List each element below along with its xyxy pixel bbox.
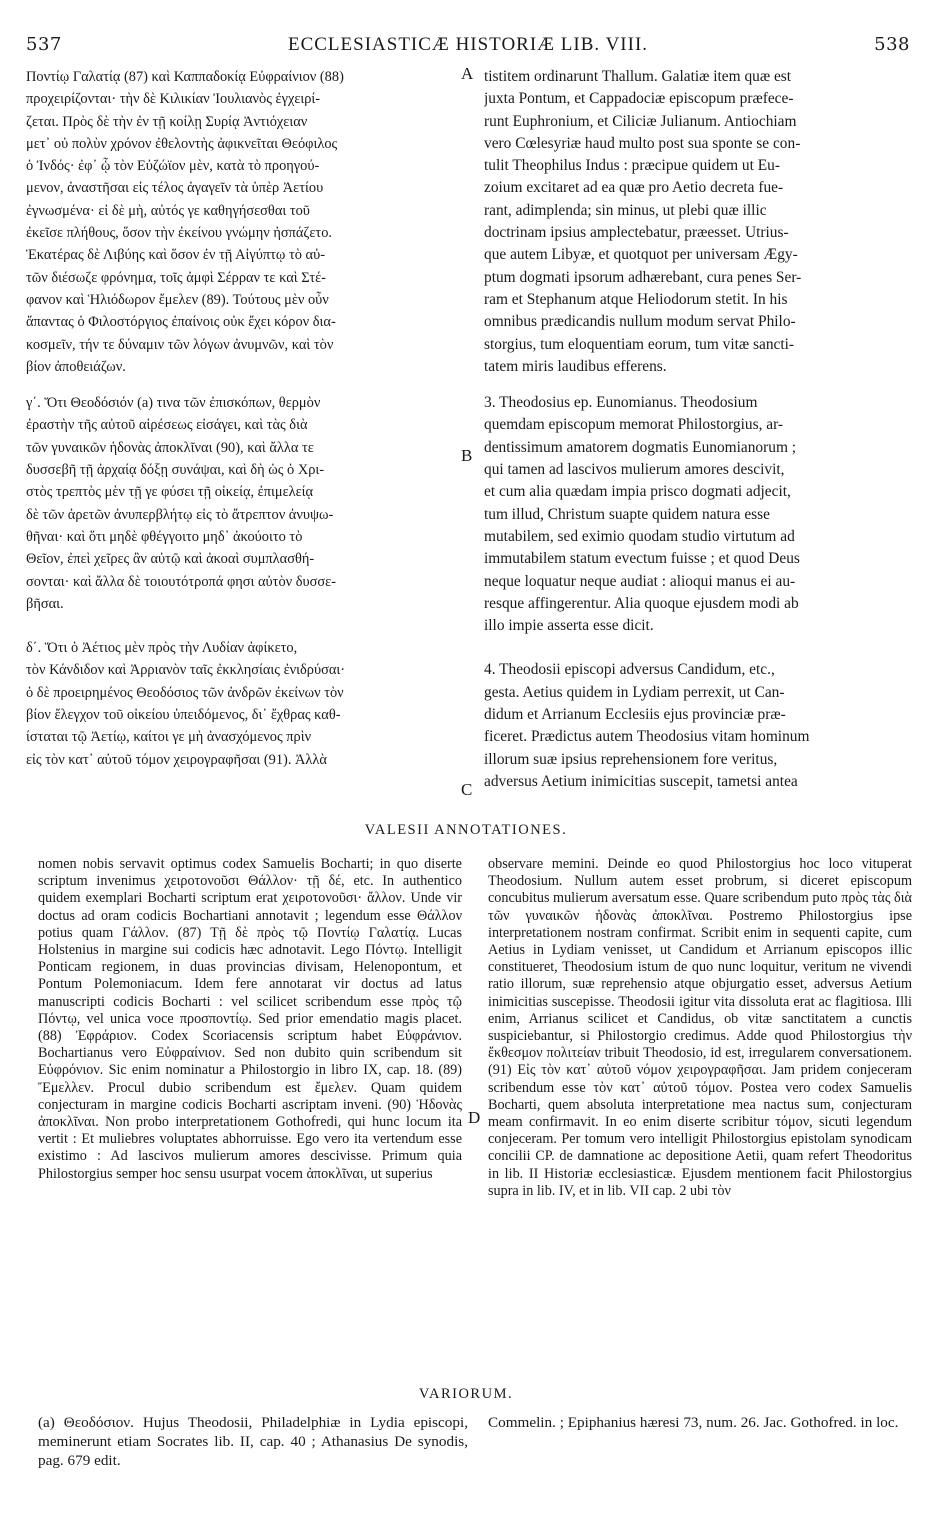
text-line: mutabilem, sed eximio quodam studio virtutum ad bbox=[484, 527, 795, 545]
margin-marker-c: C bbox=[461, 780, 473, 799]
page-number-right: 538 bbox=[874, 34, 910, 55]
text-line: τῶν γυναικῶν ἡδονὰς ἀποκλῖναι (90), καὶ ἄλλα τε bbox=[26, 439, 314, 456]
page-number-left: 537 bbox=[26, 34, 62, 55]
text-line: rant, adimplenda; sin minus, ut plebi quæ illic bbox=[484, 201, 767, 219]
text-line: tum illud, Christum suapte quidem natura esse bbox=[484, 505, 770, 523]
variorum-right-text: Commelin. ; Epiphanius hæresi 73, num. 26. Jac. Gothofred. in loc. bbox=[488, 1414, 899, 1431]
variorum-right-column bbox=[488, 1414, 912, 1433]
variorum-left-text: (a) Θεοδόσιον. Hujus Theodosii, Philadelphiæ in Lydia episcopi, meminerunt etiam Socrates lib. II, cap. 40 ; Athanasius De synodis, pag. 679 edit. bbox=[38, 1414, 468, 1469]
text-line: μενον, ἀναστῆσαι εἰς τέλος ἀγαγεῖν τὰ ὑπὲρ Ἀετίου bbox=[26, 180, 324, 197]
text-line: βίον ἀποθειάζων. bbox=[26, 358, 126, 375]
text-line: tatem miris laudibus efferens. bbox=[484, 357, 667, 375]
text-line: storgius, tum eloquentiam eorum, tum vitæ sancti- bbox=[484, 335, 795, 353]
text-line: adversus Aetium inimicitias suscepit, tametsi antea bbox=[484, 772, 798, 790]
section-heading-variorum: VARIORUM. bbox=[418, 1386, 514, 1402]
text-line: ὁ Ἰνδός· ἐφ᾽ ᾧ τὸν Εὐζώϊον μὲν, κατὰ τὸ προηγού- bbox=[26, 158, 320, 175]
latin-text-column bbox=[484, 66, 908, 793]
text-line: ptum dogmati ipsorum adhærebant, cura penes Ser- bbox=[484, 268, 802, 286]
text-line: vero Cœlesyriæ haud multo post sua sponte se con- bbox=[484, 134, 801, 152]
text-line: 3. Theodosius ep. Eunomianus. Theodosium bbox=[484, 394, 758, 412]
text-line: didum et Arrianum Ecclesiis ejus provinciæ præ- bbox=[484, 706, 786, 724]
text-line: neque loquatur neque audiat : alioqui manus ei au- bbox=[484, 572, 796, 590]
text-line: θῆναι· καὶ ὅτι μηδὲ φθέγγοιτο μηδ᾽ ἀκούοιτο τὸ bbox=[26, 528, 303, 545]
text-line: Ποντίῳ Γαλατίᾳ (87) καὶ Καππαδοκίᾳ Εὐφραίνιον (88) bbox=[26, 69, 344, 85]
text-line: προχειρίζονται· τὴν δὲ Κιλικίαν Ἰουλιανὸς ἐγχειρί- bbox=[26, 91, 321, 108]
text-line: ζεται. Πρὸς δὲ τὴν ἐν τῇ κοίλῃ Συρίᾳ Ἀντιόχειαν bbox=[26, 113, 308, 130]
text-line: 4. Theodosii episcopi adversus Candidum, etc., bbox=[484, 661, 775, 679]
text-line: στὸς τρεπτὸς μὲν τῇ γε φύσει τῇ οἰκείᾳ, ἐπιμελείᾳ bbox=[26, 484, 314, 501]
text-line: doctrinam ipsius amplectebatur, præesset. Utrius- bbox=[484, 224, 789, 242]
text-line: εἰς τὸν κατ᾽ αὐτοῦ τόμον χειρογραφῆσαι (91). Ἀλλὰ bbox=[26, 751, 327, 768]
text-line: ἐγνωσμένα· εἰ δὲ μὴ, αὐτός γε καθηγήσεσθαι τοῦ bbox=[26, 202, 310, 219]
annotations-right-column bbox=[488, 856, 912, 1200]
text-line: que autem Libyæ, et quotquot per universam Ægy- bbox=[484, 246, 798, 264]
text-line: tistitem ordinarunt Thallum. Galatiæ item quæ est bbox=[484, 68, 792, 85]
text-line: δυσσεβῆ τῇ ἀρχαίᾳ δόξῃ συνάψαι, καὶ δὴ ὡς ὁ Χρι- bbox=[26, 462, 325, 479]
text-line: ὁ δὲ προειρημένος Θεοδόσιος τῶν ἀνδρῶν ἐκείνων τὸν bbox=[26, 684, 344, 701]
text-line: μετ᾽ οὐ πολὺν χρόνον ἐθελοντὴς ἀφικνεῖται Θεόφιλος bbox=[26, 135, 338, 152]
text-line: βίον ἔλεγχον τοῦ οἰκείου ὑπειδόμενος, δι᾽ ἔχθρας καθ- bbox=[26, 707, 341, 724]
annotations-left-text: nomen nobis servavit optimus codex Samuelis Bocharti; in quo diserte scriptum invenimus χειροτονοῦσι Θάλλον· τῇ δέ, etc. In authentico quidem exemplari Bocharti scriptum erat χειροτονοῦσι· ἄλλον. Unde vir doctus ad oram codicis Bochartiani annotavit ; legendum esse Θάλλον potius quam Γάλλον. (87) Τῇ δὲ πρὸς τῷ Ποντίῳ Γαλατίᾳ. Lucas Holstenius in margine sui codicis hæc adnotavit. Lego Πόντῳ. Intelligit Ponticam regionem, in duas provincias divisam, Helenopontum, et Pontum Polemoniacum. Idem fere annotarat vir doctus ad latus manuscripti codicis Bocharti : vel scilicet scribendum esse πρὸς τῷ Πόντῳ, vel unica voce προσποντίῳ. Sed prior emendatio magis placet. (88) Ἐφράριον. Codex Scoriacensis scriptum habet Εὐφράνιον. Bochartianus vero Εὐφραίνιον. Sed non dubito quin scribendum sit Εὐφρόνιον. Sic enim nominatur a Philostorgio in libro IX, cap. 18. (89) Ἔμελλεν. Procul dubio scribendum est ἔμελεν. Quam quidem conjecturam in margine codicis Bocharti ascriptam inveni. (90) Ἡδονὰς ἀποκλῖναι. Non probo interpretationem Gothofredi, qui hunc locum ita vertit : Et muliebres voluptates abhorruisse. Ego vero ita vertendum esse existimo : Ad lascivos mulierum amores descivisse. Primum quia Philostorgius semper hoc sensu usurpat vocem ἀποκλῖναι, ut superius bbox=[38, 856, 462, 1182]
greek-text-column bbox=[26, 66, 456, 771]
text-line: Θεῖον, ἐπεὶ χεῖρες ἂν αὐτῷ καὶ ἀκοαὶ συμπλασθή- bbox=[26, 551, 315, 568]
text-line: ίσταται τῷ Ἀετίῳ, καίτοι γε μὴ ἀνασχόμενος πρὶν bbox=[26, 729, 312, 746]
text-line: qui tamen ad lascivos mulierum amores descivit, bbox=[484, 461, 785, 479]
section-heading-valesii: VALESII ANNOTATIONES. bbox=[364, 822, 568, 838]
text-line: illo impie asserta esse dicit. bbox=[484, 617, 654, 635]
text-line: φανον καὶ Ἡλιόδωρον ἔμελεν (89). Τούτους μὲν οὖν bbox=[26, 291, 329, 308]
annotations-left-column bbox=[38, 856, 462, 1183]
text-line: ficeret. Prædictus autem Theodosius vitam hominum bbox=[484, 728, 810, 746]
text-line: juxta Pontum, et Cappadociæ episcopum præfece- bbox=[484, 90, 794, 108]
text-line: illorum suæ ipsius reprehensionem fore veritus, bbox=[484, 750, 778, 768]
margin-marker-b: B bbox=[461, 446, 473, 465]
text-line: Ἑκατέρας δὲ Λιβύης καὶ ὅσον ἐν τῇ Αἰγύπτῳ τὸ αὐ- bbox=[26, 247, 326, 264]
text-line: τῶν διέσωζε φρόνημα, τοῖς ἀμφὶ Σέρραν τε καὶ Στέ- bbox=[26, 269, 326, 286]
text-line: et cum alia quædam impia prisco dogmati adjecit, bbox=[484, 483, 791, 501]
text-line: σονται· καὶ ἄλλα δὲ τοιουτότροπά φησι αὐτὸν δυσσε- bbox=[26, 573, 337, 590]
text-line: βῆσαι. bbox=[26, 595, 64, 612]
text-line: ram et Stephanum atque Heliodorum stetit. In his bbox=[484, 290, 788, 308]
annotations-right-text: observare memini. Deinde eo quod Philostorgius hoc loco vituperat Theodosium. Nullum autem esset probrum, si diceret episcopum concubitus mulierum aversatum esse. Quare scribendum puto πρὸς τὰς διὰ τῶν γυναικῶν ἡδονὰς ἀποκλῖναι. Postremo Philostorgius ipse interpretationem nostram confirmat. Scribit enim in sequenti capite, cum Aetius in Lydiam venisset, ut Candidum et Arrianum episcopos illic constitueret, Theodosium istum de quo nunc loquitur, veritum ne vivendi ratio illorum, suæ reprehensio atque objurgatio esset, adversus Aetium inimicitias suscepisse. Theodosii igitur vita dissoluta erat ac flagitiosa. Illi enim, Arrianus scilicet et Candidus, ob vitæ sanctitatem a cunctis suspiciebantur, si Philostorgio credimus. Adde quod Philostorgius τὴν ἔκθεσμον πολιτείαν tribuit Theodosio, id est, irregularem conversationem. (91) Εἰς τὸν κατ᾽ αὐτοῦ νόμον χειρογραφῆσαι. Jam pridem conjeceram scribendum esse τὸν κατ᾽ αὐτοῦ τόμον. Postea vero codex Samuelis Bocharti, quem absoluta interpretatione mea nactus sum, conjecturam meam confirmavit. In eo enim diserte scribitur τόμον, sicuti legendum conjeceram. Per tomum vero intelligit Philostorgius epistolam synodicam concilii CP. de damnatione ac depositione Aetii, quam refert Theodoritus in lib. II Historiæ ecclesiasticæ. Ejusdem mentionem facit Philostorgius supra in lib. IV, et in lib. VII cap. 2 ubi τὸν bbox=[488, 856, 912, 1199]
variorum-left-column bbox=[38, 1414, 468, 1470]
text-line: immutabilem statum evectum fuisse ; et quod Deus bbox=[484, 550, 800, 568]
margin-marker-d: D bbox=[468, 1108, 481, 1127]
page-header bbox=[26, 34, 910, 60]
text-line: gesta. Aetius quidem in Lydiam perrexit, ut Can- bbox=[484, 683, 785, 701]
text-line: dentissimum amatorem dogmatis Eunomianorum ; bbox=[484, 438, 797, 456]
text-line: δ΄. Ὅτι ὁ Ἀέτιος μὲν πρὸς τὴν Λυδίαν ἀφίκετο, bbox=[26, 640, 298, 657]
text-line: tulit Theophilus Indus : præcipue quidem ut Eu- bbox=[484, 157, 780, 175]
text-line: ἅπαντας ὁ Φιλοστόργιος ἐπαίνοις οὐκ ἔχει κόρον δια- bbox=[26, 314, 336, 331]
text-line: κοσμεῖν, τήν τε δύναμιν τῶν λόγων ἀνυμνῶν, καὶ τὸν bbox=[26, 336, 334, 353]
text-line: ἐραστὴν τῆς αὐτοῦ αἱρέσεως εἰσάγει, καὶ τὰς διὰ bbox=[26, 417, 308, 434]
text-line: zoium excitaret ad ea quæ pro Aetio decreta fue- bbox=[484, 179, 784, 197]
text-line: ἐκεῖσε πλήθους, ὅσον τὴν ἐκείνου γνώμην ἠσπάζετο. bbox=[26, 225, 333, 242]
margin-marker-a: A bbox=[461, 64, 474, 83]
text-line: γ΄. Ὅτι Θεοδόσιόν (a) τινα τῶν ἐπισκόπων, θερμὸν bbox=[26, 395, 321, 412]
text-line: quemdam episcopum memorat Philostorgius, ar- bbox=[484, 416, 784, 434]
text-line: resque affingerentur. Alia quoque ejusdem modi ab bbox=[484, 594, 799, 612]
text-line: τὸν Κάνδιδον καὶ Ἀρριανὸν ταῖς ἐκκλησίαις ἐνιδρύσαι· bbox=[26, 662, 346, 679]
text-line: runt Euphronium, et Ciliciæ Julianum. Antiochiam bbox=[484, 112, 797, 130]
running-title: ECCLESIASTICÆ HISTORIÆ LIB. VIII. bbox=[287, 34, 649, 55]
text-line: δὲ τῶν ἀρετῶν ἀνυπερβλήτῳ εἰς τὸ ἄτρεπτον ἀνυψω- bbox=[26, 506, 334, 523]
text-line: omnibus prædicandis nullum modum servat Philo- bbox=[484, 313, 796, 331]
